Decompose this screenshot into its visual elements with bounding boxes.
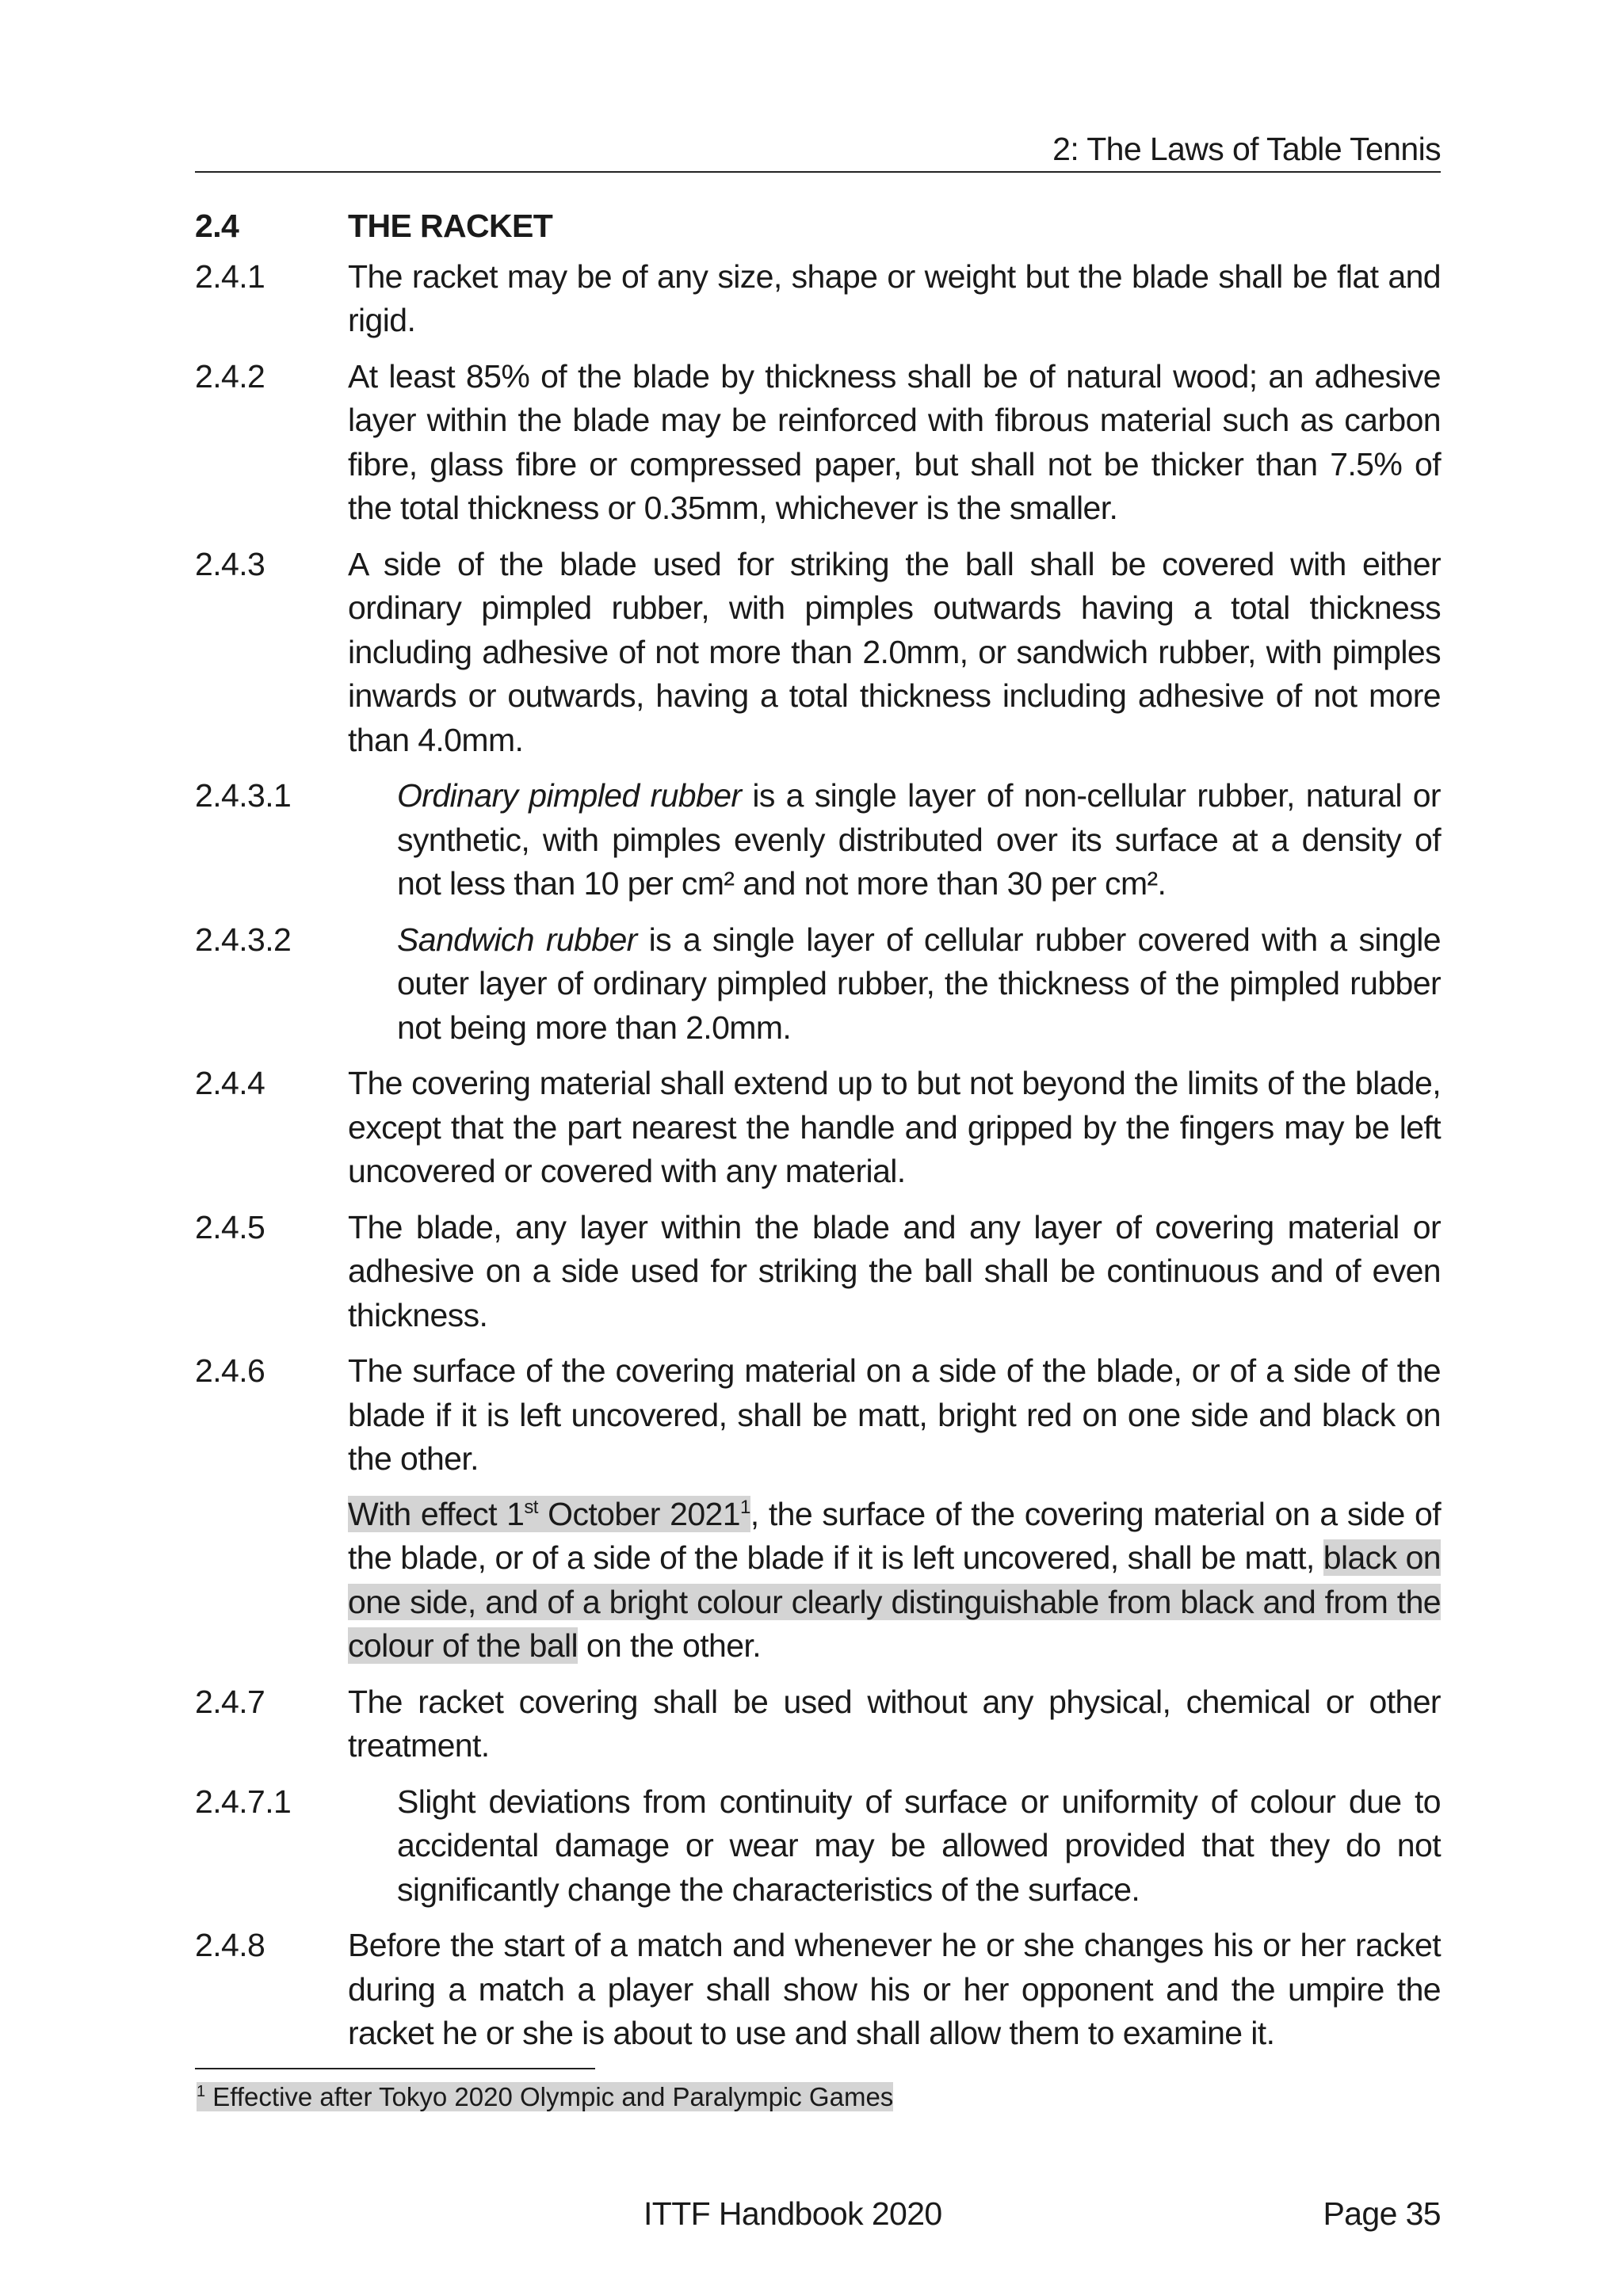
footnote-reference: 1 xyxy=(739,1496,750,1518)
section-number: 2.4 xyxy=(195,208,239,244)
document-body xyxy=(195,204,1441,2068)
rule-text: Before the start of a match and whenever he or she changes his or her racket during a match a player shall show his or her opponent and the umpire the racket he or she is about to use and shall allow them to examine it. xyxy=(348,1927,1441,2051)
rule-number: 2.4.5 xyxy=(195,1208,265,1245)
defined-term: Ordinary pimpled rubber xyxy=(397,777,742,814)
defined-term: Sandwich rubber xyxy=(397,921,637,958)
definition-text: is a single layer of cellular rubber covered with a single outer layer of ordinary pimpled rubber, the thickness of the pimpled rubber not being more than 2.0mm. xyxy=(397,921,1441,1046)
rule-2-4-4 xyxy=(195,1062,1441,1194)
amendment-body: , the surface of the covering material on a side of the blade, or of a side of the blade if it is left uncovered, shall be matt, xyxy=(348,1495,1441,1576)
rule-2-4-1 xyxy=(195,255,1441,343)
rule-text: Slight deviations from continuity of surface or uniformity of colour due to accidental damage or wear may be allowed provided that they do not significantly change the characteristics of the surface. xyxy=(397,1783,1441,1908)
rule-number: 2.4.1 xyxy=(195,257,265,295)
rule-text xyxy=(397,774,1441,906)
rule-number: 2.4.3 xyxy=(195,545,265,582)
footnote-separator xyxy=(195,2068,595,2069)
page-number: Page 35 xyxy=(1323,2195,1441,2232)
rule-2-4-3 xyxy=(195,543,1441,763)
rule-number: 2.4.4 xyxy=(195,1065,265,1101)
rule-number: 2.4.2 xyxy=(195,357,265,395)
footnote xyxy=(197,2081,893,2114)
footer-title: ITTF Handbook 2020 xyxy=(643,2195,942,2232)
rule-text xyxy=(397,918,1441,1051)
rule-number: 2.4.7 xyxy=(195,1683,265,1720)
rule-text: A side of the blade used for striking the ball shall be covered with either ordinary pimpled rubber, with pimples outwards having a total thickness including adhesive of not more than 2.0mm, or sandwich rubber, with pimples inwards or outwards, having a total thickness including adhesive of not more than 4.0mm. xyxy=(348,545,1441,758)
chapter-title: 2: The Laws of Table Tennis xyxy=(1052,131,1441,167)
rule-number: 2.4.6 xyxy=(195,1352,265,1389)
rule-2-4-6-amendment xyxy=(195,1493,1441,1669)
rule-2-4-7 xyxy=(195,1680,1441,1768)
highlight-new-colour-rule: black on one side, and of a bright colour clearly distinguishable from black and from the colour of the ball xyxy=(348,1539,1441,1664)
rule-2-4-3-2 xyxy=(195,918,1441,1051)
rule-2-4-6 xyxy=(195,1349,1441,1482)
definition-text: is a single layer of non-cellular rubber, natural or synthetic, with pimples evenly distributed over its surface at a density of not less than 10 per cm² and not more than 30 per cm². xyxy=(397,777,1441,902)
effective-date-prefix: With effect 1 xyxy=(348,1495,525,1532)
section-heading xyxy=(195,204,1441,249)
rule-text: At least 85% of the blade by thickness shall be of natural wood; an adhesive layer within the blade may be reinforced with fibrous material such as carbon fibre, glass fibre or compressed paper, but shall not be thicker than 7.5% of the total thickness or 0.35mm, whichever is the smaller. xyxy=(348,357,1441,526)
rule-2-4-5 xyxy=(195,1206,1441,1338)
footnote-text: Effective after Tokyo 2020 Olympic and Paralympic Games xyxy=(205,2082,894,2111)
effective-date-month: October 2021 xyxy=(537,1495,740,1532)
rule-number: 2.4.3.1 xyxy=(195,777,292,814)
amendment-text xyxy=(348,1493,1441,1669)
rule-text: The racket may be of any size, shape or weight but the blade shall be flat and rigid. xyxy=(348,257,1441,338)
rule-text: The surface of the covering material on a side of the blade, or of a side of the blade if it is left uncovered, shall be matt, bright red on one side and black on the other. xyxy=(348,1352,1441,1477)
footnote-highlight xyxy=(197,2082,893,2111)
rule-number: 2.4.3.2 xyxy=(195,921,292,958)
footnote-marker: 1 xyxy=(197,2083,206,2100)
rule-text: The racket covering shall be used without any physical, chemical or other treatment. xyxy=(348,1683,1441,1764)
rule-text: The blade, any layer within the blade and any layer of covering material or adhesive on a side used for striking the ball shall be continuous and of even thickness. xyxy=(348,1208,1441,1333)
rule-2-4-3-1 xyxy=(195,774,1441,906)
rule-text: The covering material shall extend up to but not beyond the limits of the blade, except that the part nearest the handle and gripped by the fingers may be left uncovered or covered with any material. xyxy=(348,1065,1441,1189)
highlight-effective-date xyxy=(348,1496,750,1532)
rule-2-4-2 xyxy=(195,355,1441,531)
rule-2-4-8 xyxy=(195,1924,1441,2056)
running-header xyxy=(195,127,1441,173)
rule-2-4-7-1 xyxy=(195,1780,1441,1913)
ordinal-suffix: st xyxy=(524,1496,538,1518)
amendment-tail: on the other. xyxy=(578,1627,762,1664)
rule-number: 2.4.7.1 xyxy=(195,1783,292,1820)
section-title: THE RACKET xyxy=(348,208,553,244)
rule-number: 2.4.8 xyxy=(195,1927,265,1963)
